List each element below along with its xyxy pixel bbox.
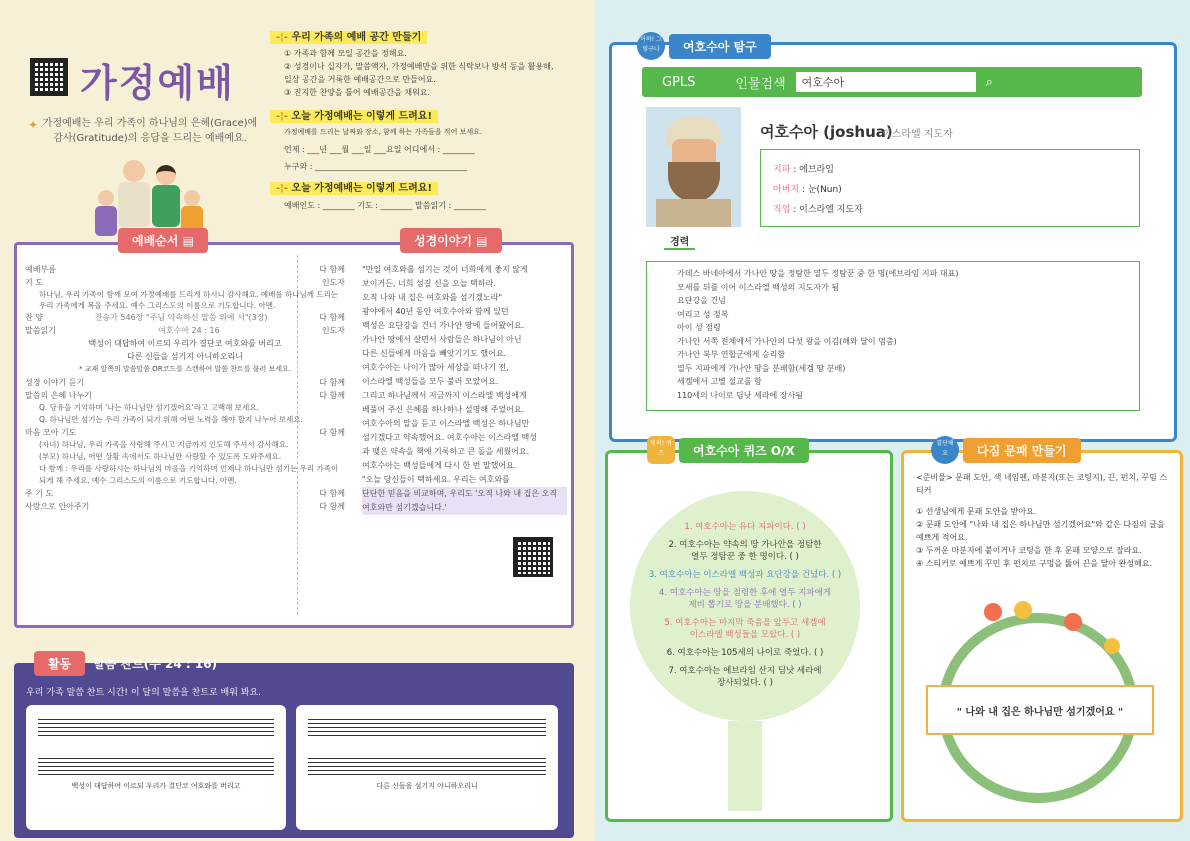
score-2 [296, 705, 558, 830]
career-item: 아이 성 점령 [677, 323, 721, 332]
order-label: 기 도 [25, 278, 43, 287]
score-lyrics: 다른 신들을 섬기지 아니하오리니 [376, 782, 478, 790]
step-text: ③ 두꺼운 마분지에 붙이거나 코팅을 한 후 문패 모양으로 잘라요. [916, 546, 1142, 555]
explore-title: 여호수아 탐구 [669, 34, 771, 59]
space-item: ③ 진지한 찬양을 틀어 예배공간을 채워요. [284, 88, 431, 97]
story-line: 섬기겠다고 약속했어요. 여호수아는 이스라엘 백성 [362, 433, 538, 442]
quiz-paddle-handle [728, 721, 762, 811]
quiz-question: 열두 정탐꾼 중 한 명이다. ( ) [691, 552, 799, 562]
info-job: 직업 : 이스라엘 지도자 [773, 205, 863, 215]
story-line: 이스라엘 백성들을 모두 불러 모았어요. [362, 377, 499, 386]
flower-icon [984, 603, 1002, 621]
scripture-note: * 교재 앞쪽의 말씀말씀 OR코드를 스캔하여 말씀 찬트를 불러 보세요. [79, 365, 291, 373]
order-leader: 인도자 [321, 326, 345, 335]
gpls-logo: GPLS [662, 74, 696, 90]
resolve-badge: 결단해요 [931, 436, 959, 464]
career-item: 110세의 나이로 딤낫 세라에 장사됨 [677, 390, 803, 400]
order-label: 사랑으로 안아주기 [25, 502, 90, 511]
name-plate: " 나와 내 집은 하나님만 섬기겠어요 " [926, 685, 1154, 735]
flower-icon [1014, 601, 1032, 619]
career-item: 여리고 성 정복 [677, 309, 729, 319]
score-1 [26, 705, 286, 830]
with-whom-field[interactable]: 누구와 : ______________________________________ [284, 162, 467, 171]
person-role: 이스라엘 지도자 [882, 129, 953, 140]
when-where-field[interactable]: 언제 : ___년 ___월 ___일 ___요일 어디에서 : ________ [284, 145, 475, 154]
roles-heading: -¦- 오늘 가정예배는 이렇게 드려요! [270, 182, 438, 195]
prayer-line: (부모) 하나님, 어떤 상황 속에서도 하나님만 사랑할 수 있도록 도와주세요. [39, 452, 282, 461]
sparkle-icon: ✦ [28, 118, 39, 132]
quiz-question: 2. 여호수아는 약속의 땅 가나안을 정탐한 [668, 540, 822, 550]
person-name: 여호수아 (joshua) [760, 123, 893, 141]
flower-icon [1064, 613, 1082, 631]
today-desc: 가정예배를 드리는 날짜와 장소, 함께 하는 가족들을 적어 보세요. [284, 128, 483, 136]
space-item: 일상 공간을 거룩한 예배공간으로 만들어요. [284, 75, 436, 84]
activity-desc: 우리 가족 말씀 찬트 시간! 이 달의 말씀을 찬트로 배워 봐요. [26, 688, 262, 698]
space-heading: -¦- 우리 가족의 예배 공간 만들기 [270, 31, 427, 44]
sharing-question: Q. 당유을 기억하며 '나는 하나님만 섬기겠어요'라고 고백해 보세요. [39, 403, 259, 412]
search-icon[interactable]: ⌕ [985, 74, 993, 90]
explore-panel [609, 42, 1177, 442]
order-label: 예배부름 [25, 265, 56, 274]
prayer-line: (자녀) 하나님, 우리 가족을 사랑해 주시고 지금까지 인도해 주셔서 감사해요. [39, 440, 289, 449]
right-page [595, 0, 1190, 841]
activity-tab[interactable]: 활동 [34, 651, 85, 676]
info-father: 아버지 : 눈(Nun) [773, 185, 842, 195]
order-label: 성경 이야기 듣기 [25, 378, 85, 387]
career-item: 가데스 바네아에서 가나안 땅을 정탐한 열두 정탐꾼 중 한 명(에브라임 지파 대표) [677, 269, 959, 278]
career-item: 세겜에서 고별 설교를 함 [677, 377, 762, 386]
story-line: 보이거든, 너희 섬길 신을 오늘 택하라. [362, 279, 496, 288]
order-leader: 다 함께 [319, 378, 345, 387]
story-line: 오직 나와 내 집은 여호와를 섬기겠노라" [362, 293, 503, 302]
order-leader: 다 함께 [319, 391, 345, 400]
subtitle-line-2: 감사(Gratitude)의 응답을 드리는 예배예요. [53, 133, 247, 144]
order-leader: 다 함께 [319, 428, 345, 437]
career-item: 요단강을 건넘 [677, 296, 726, 305]
score-lyrics: 백성이 대답하여 이르되 우리가 결단코 여호와를 버리고 [71, 782, 241, 790]
story-highlight: 단단한 믿음을 비교하며, 우리도 '오직 나와 내 집은 오직 여호와만 섬기겠습니다.' [362, 487, 567, 515]
story-line: "오늘 당신들이 택하세요. 우리는 여호와를 [362, 475, 510, 484]
scripture-line: 다른 신들을 섬기지 아니하오리니 [127, 352, 243, 361]
story-line: "만일 여호와를 섬기는 것이 너희에게 좋지 않게 [362, 265, 528, 274]
tab-career[interactable]: 경력 [664, 233, 695, 250]
order-label: 말씀의 은혜 나누기 [25, 391, 92, 400]
hymn-text: 찬송가 546장 "주님 약속하신 말씀 위에 서"(3장) [94, 313, 268, 322]
step-text: ④ 스티커로 예쁘게 꾸민 후 펀치로 구멍을 뚫어 끈을 달아 완성해요. [916, 559, 1153, 568]
prep-text: <준비물> 문패 도안, 색 네임펜, 마분지(또는 코팅지), 끈, 펀치, 꾸밈 스티커 [916, 473, 1167, 495]
quiz-question: 제비 뽑기로 땅을 분배했다. ( ) [688, 600, 802, 610]
search-input[interactable]: 여호수아 [796, 72, 976, 92]
subtitle-line-1: 가정예배는 우리 가족이 하나님의 은혜(Grace)에 [42, 118, 258, 129]
order-leader: 다 함께 [319, 313, 345, 322]
scripture-ref: 여호수아 24 : 16 [158, 326, 220, 335]
quiz-question: 6. 여호수아는 105세의 나이로 죽었다. ( ) [666, 648, 824, 658]
career-item: 가나안 서쪽 전체에서 가나안의 다섯 왕을 이김(해와 달이 멈춤) [677, 336, 897, 346]
worship-frame [14, 242, 574, 628]
qr-code-icon[interactable] [513, 537, 553, 577]
quiz-panel [605, 450, 893, 822]
order-leader: 다 함께 [319, 502, 345, 511]
order-leader: 인도자 [321, 278, 345, 287]
step-text: ② 문패 도안에 "나와 내 집은 하나님만 섬기겠어요"와 같은 다짐의 글을 예쁘게 적어요. [916, 520, 1165, 542]
career-item: 모세를 뒤를 이어 이스라엘 백성의 지도자가 됨 [677, 282, 840, 292]
story-line: 그리고 하나님께서 지금까지 이스라엘 백성에게 [362, 391, 527, 400]
space-item: ② 성경이나 십자가, 말씀액자, 가정예배만을 위한 식탁보나 방석 등을 활용해, [284, 62, 554, 71]
tab-order[interactable]: 예배순서 ▤ [118, 228, 208, 253]
info-tribe: 지파 : 에브라임 [773, 165, 834, 175]
order-leader: 다 함께 [319, 489, 345, 498]
career-item: 가나안 북부 연합군에게 승리함 [677, 350, 786, 359]
quiz-title: 여호수아 퀴즈 O/X [679, 438, 809, 463]
activity-title: 말씀 찬트(수 24 : 16) [93, 657, 218, 671]
page-title: 가정예배 [80, 61, 235, 105]
order-label: 마음 모아 기도 [25, 428, 77, 437]
quiz-question: 4. 여호수아는 땅을 점령한 후에 열두 지파에게 [658, 588, 832, 598]
story-line: 다른 신들에게 마음을 빼앗기기도 했어요. [362, 349, 507, 358]
quiz-question: 이스라엘 백성들을 모았다. ( ) [689, 630, 801, 640]
career-item: 열두 지파에게 가나안 땅을 분배함(세겜 땅 분배) [677, 363, 846, 373]
story-line: 광야에서 40년 동안 여호수아와 함께 있던 [362, 307, 509, 316]
book-icon: ▤ [476, 234, 488, 248]
quiz-question: 3. 여호수아는 이스라엘 백성과 요단강을 건넜다. ( ) [648, 570, 842, 580]
roles-field[interactable]: 예배인도 : ________ 기도 : ________ 말씀읽기 : ________ [284, 201, 486, 210]
order-label: 주 기 도 [25, 489, 54, 498]
joshua-portrait [646, 107, 741, 227]
sharing-question: Q. 하나님만 섬기는 우리 가족이 되기 위해 어떤 노력을 해야 할지 나누어 보세요. [39, 415, 303, 424]
story-line: 여호수아는 나이가 많아 세상을 떠나기 전, [362, 363, 509, 372]
note-icon: ▤ [182, 234, 194, 248]
resolve-title: 다짐 문패 만들기 [963, 438, 1081, 463]
activity-panel [14, 657, 574, 838]
story-line: 가나안 땅에서 살면서 사람들은 하나님이 아닌 [362, 335, 522, 344]
explore-badge: 이하! 그렇구나 [637, 32, 665, 60]
scripture-line: 백성이 대답하여 이르되 우리가 결단코 여호와를 버리고 [88, 339, 282, 348]
order-leader: 다 함께 [319, 265, 345, 274]
order-label: 찬 양 [25, 313, 43, 322]
quiz-badge: 빛의! 퀴즈 [647, 436, 675, 464]
prayer-line: 다 함께 : 우리를 사랑하시는 하나님의 마음을 기억하며 언제나 하나님만 섬기는 우리 가족이 되게 해 주세요. 예수 그리스도의 이름으로 기도합니다. 아멘. [39, 464, 339, 485]
flower-icon [1104, 638, 1120, 654]
search-label: 인물검색 [735, 76, 786, 92]
story-line: 백성은 요단강을 건너 가나안 땅에 들어왔어요. [362, 321, 525, 330]
story-line: 여호수아는 백성들에게 다시 한 번 말했어요. [362, 461, 517, 470]
quiz-question: 1. 여호수아는 유다 지파이다. ( ) [684, 522, 806, 532]
story-line: 베풀어 주신 은혜를 하나하나 설명해 주었어요. [362, 405, 525, 414]
order-label: 말씀읽기 [25, 326, 56, 335]
story-line: 여호수아의 말을 듣고 이스라엘 백성은 하나님만 [362, 419, 530, 428]
step-text: ① 선생님에게 문패 도안을 받아요. [916, 507, 1037, 516]
prayer-text: 하나님, 우리 가족이 함께 모여 가정예배를 드리게 하시니 감사해요. 예배를 하나님께 드리는 우리 가족에게 복을 주세요. 예수 그리스도의 이름으로 기도합니다. 아멘. [39, 290, 339, 310]
story-line: 과 맺은 약속을 책에 기록하고 큰 돌을 세웠어요. [362, 447, 530, 456]
resolve-panel [901, 450, 1183, 822]
quiz-question: 5. 여호수아는 마지막 죽음을 앞두고 세겜에 [664, 618, 826, 628]
quiz-question: 장사되었다. ( ) [717, 678, 773, 688]
today-heading: -¦- 오늘 가정예배는 이렇게 드려요! [270, 110, 438, 123]
tab-story[interactable]: 성경이야기 ▤ [400, 228, 502, 253]
quiz-question: 7. 여호수아는 에브라임 산지 딤낫 세라에 [668, 666, 822, 676]
qr-code-icon[interactable] [30, 58, 68, 96]
space-item: ① 가족과 함께 모일 공간을 정해요. [284, 49, 407, 58]
